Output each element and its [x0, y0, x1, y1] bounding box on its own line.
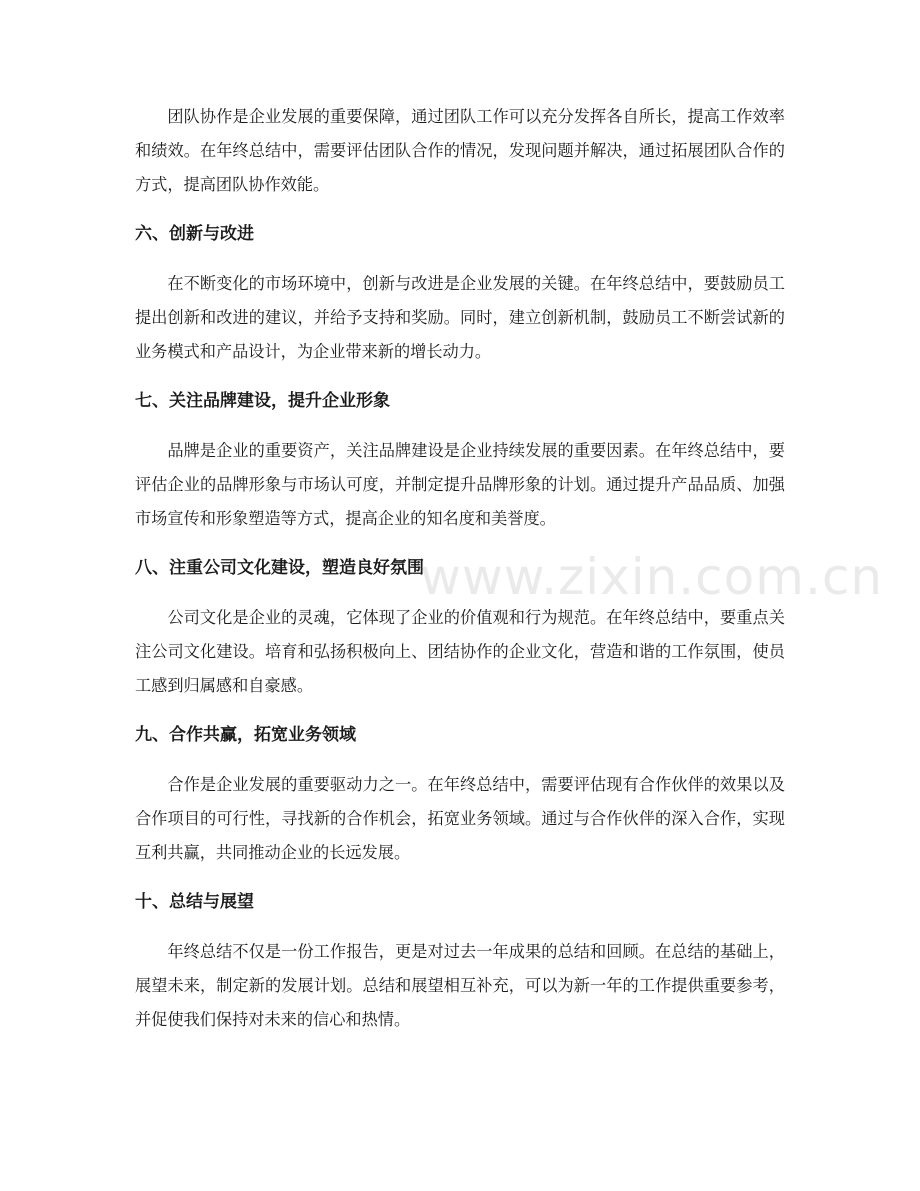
section-paragraph-innovation: 在不断变化的市场环境中，创新与改进是企业发展的关键。在年终总结中，要鼓励员工提出创新和改进的建议，并给予支持和奖励。同时，建立创新机制，鼓励员工不断尝试新的业务模式和产品设计，为企业带来新的增长动力。: [135, 274, 785, 361]
section-heading-summary: 十、总结与展望: [135, 892, 254, 912]
section-paragraph-culture: 公司文化是企业的灵魂，它体现了企业的价值观和行为规范。在年终总结中，要重点关注公司文化建设。培育和弘扬积极向上、团结协作的企业文化，营造和谐的工作氛围，使员工感到归属感和自豪感。: [135, 608, 785, 695]
section-heading-innovation: 六、创新与改进: [135, 224, 254, 244]
section-paragraph-cooperation: 合作是企业发展的重要驱动力之一。在年终总结中，需要评估现有合作伙伴的效果以及合作项目的可行性，寻找新的合作机会，拓宽业务领域。通过与合作伙伴的深入合作，实现互利共赢，共同推动企业的长远发展。: [135, 775, 785, 862]
section-paragraph-summary: 年终总结不仅是一份工作报告，更是对过去一年成果的总结和回顾。在总结的基础上，展望未来，制定新的发展计划。总结和展望相互补充，可以为新一年的工作提供重要参考，并促使我们保持对未来的信心和热情。: [135, 942, 785, 1029]
section-heading-cooperation: 九、合作共赢，拓宽业务领域: [135, 725, 356, 745]
document-page: [135, 100, 785, 1037]
section-heading-culture: 八、注重公司文化建设，塑造良好氛围: [135, 558, 424, 578]
section-paragraph-brand: 品牌是企业的重要资产，关注品牌建设是企业持续发展的重要因素。在年终总结中，要评估企业的品牌形象与市场认可度，并制定提升品牌形象的计划。通过提升产品品质、加强市场宣传和形象塑造等方式，提高企业的知名度和美誉度。: [135, 441, 785, 528]
section-heading-brand: 七、关注品牌建设，提升企业形象: [135, 391, 390, 411]
watermark-text: www.zixin.com.cn: [420, 548, 884, 606]
intro-paragraph: 团队协作是企业发展的重要保障，通过团队工作可以充分发挥各自所长，提高工作效率和绩效。在年终总结中，需要评估团队合作的情况，发现问题并解决，通过拓展团队合作的方式，提高团队协作效能。: [135, 107, 785, 194]
